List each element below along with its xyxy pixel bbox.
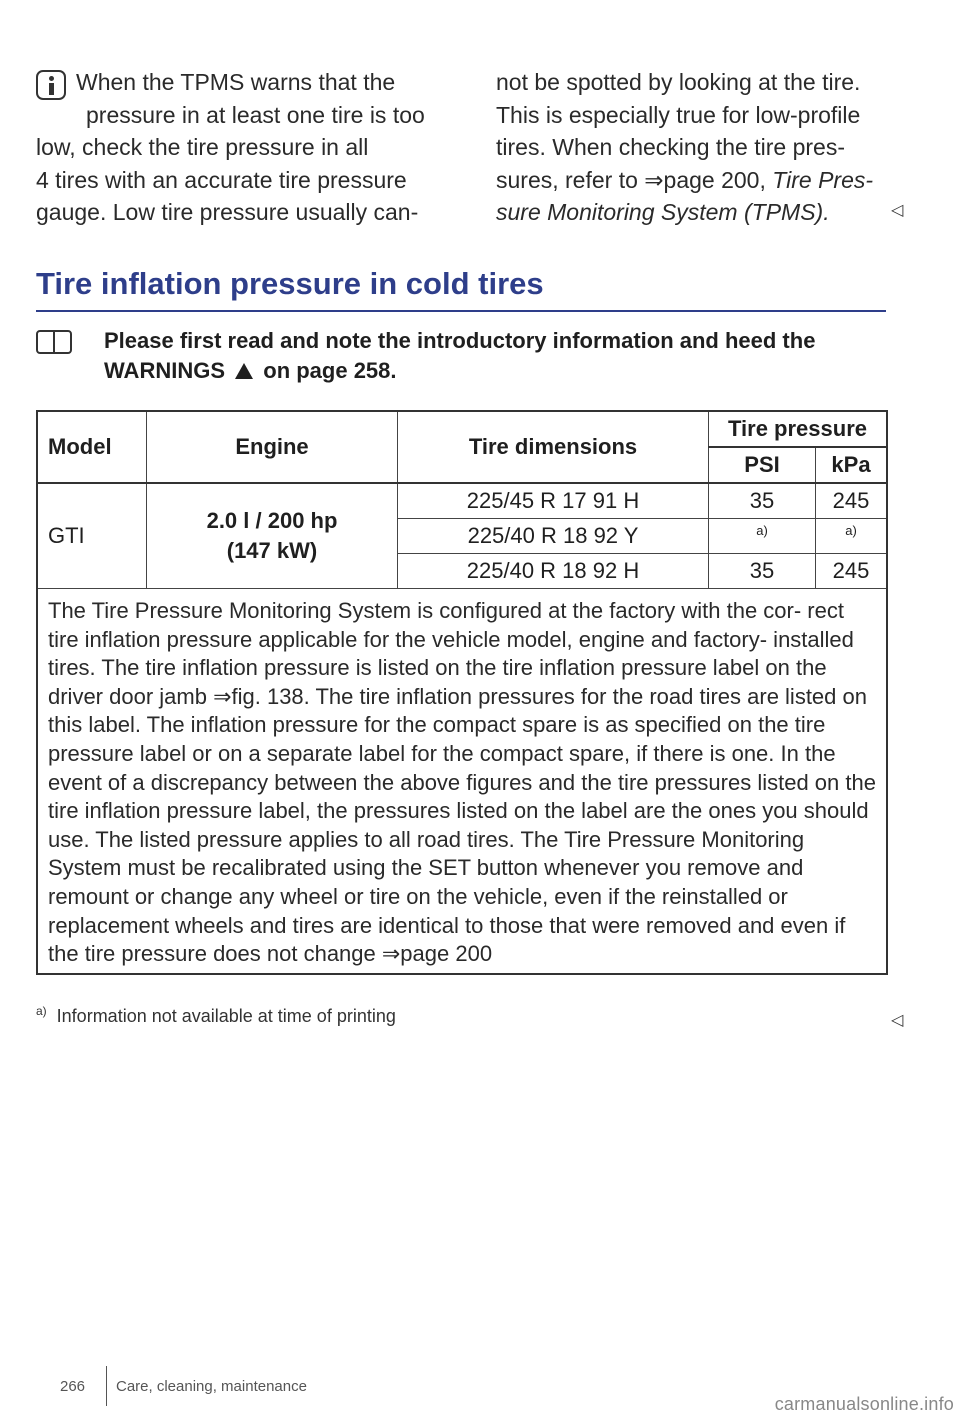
tire-pressure-table [36,410,888,975]
note-line: When the TPMS warns that the [76,69,396,95]
section-title: Tire inflation pressure in cold tires [36,266,886,312]
psi-cell [709,519,816,554]
footnote [36,1004,396,1027]
watermark: carmanualsonline.info [774,1394,954,1414]
footer-divider [106,1366,107,1406]
footnote-text: Information not available at time of printing [56,1006,396,1026]
table-row [37,589,887,974]
tpms-paragraph: The Tire Pressure Monitoring System is configured at the factory with the cor- rect tire inflation pressure applicable for the vehicle model, engine and factory- installed tires. The tire inflation pressure is listed on the tire inflation pressure label on the driver door jamb ⇒fig. 138. The tire inflation pressures for the road tires are listed on this label. The inflation pressure for the compact spare is as specified on the tire pressure label or on a separate label for the compact spare, if there is one. In the event of a discrepancy between the above figures and the tire pressures listed on the tire inflation pressure label, the pressures listed on the label are the ones you should use. The listed pressure applies to all road tires. The Tire Pressure Monitoring System must be recalibrated using the SET button whenever you remove and remount or change any wheel or tire on the vehicle, even if the reinstalled or replacement wheels and tires are identical to those that were removed and even if the tire pressure does not change ⇒page 200 [37,589,887,974]
footer-section-title: Care, cleaning, maintenance [116,1378,307,1395]
footnote-marker: a) [756,522,768,538]
page-reference[interactable]: on page 258. [263,358,397,383]
header-engine: Engine [147,411,398,483]
engine-cell [147,483,398,589]
read-first-text [36,326,896,386]
dimension-cell: 225/40 R 18 92 H [398,554,709,589]
table-row [37,483,887,519]
dimension-cell: 225/40 R 18 92 Y [398,519,709,554]
note-right-column [496,66,896,229]
note-line: low, check the tire pressure in all [36,134,369,160]
model-cell: GTI [37,483,147,589]
header-psi: PSI [709,447,816,483]
page-number: 266 [60,1378,86,1395]
tpms-reference: Tire Pres- [772,166,874,193]
header-tire-dimensions: Tire dimensions [398,411,709,483]
note-line: sure Monitoring System (TPMS). [496,199,830,225]
warning-triangle-icon [235,363,253,379]
note-line: not be spotted by looking at the tire. [496,69,861,95]
read-first-line: Please first read and note the introductory information and heed the [104,328,816,353]
engine-power-kw: (147 kW) [226,538,318,563]
tpms-info-note [36,66,896,229]
psi-cell: 35 [709,554,816,589]
book-icon [36,330,72,354]
footnote-marker: a) [36,1004,47,1018]
footnote-marker: a) [845,522,857,538]
dimension-cell: 225/45 R 17 91 H [398,483,709,519]
warnings-label: WARNINGS [104,358,225,383]
psi-cell: 35 [709,483,816,519]
header-tire-pressure: Tire pressure [709,411,888,447]
header-kpa: kPa [816,447,888,483]
engine-spec: 2.0 l / 200 hp [206,508,338,533]
note-line: 4 tires with an accurate tire pressure [36,166,407,193]
header-model: Model [37,411,147,483]
end-of-section-icon: ◁ [891,1012,904,1029]
end-of-section-icon: ◁ [891,202,904,219]
note-left-column [36,66,436,229]
page-link[interactable]: sures, refer to ⇒page 200, [496,166,766,193]
kpa-cell: 245 [816,554,888,589]
note-line [496,164,896,197]
note-line: tires. When checking the tire pres- [496,134,845,160]
kpa-cell: 245 [816,483,888,519]
note-line: gauge. Low tire pressure usually can- [36,199,419,225]
kpa-cell [816,519,888,554]
note-line: pressure in at least one tire is too [86,101,425,128]
read-first-note [36,326,896,386]
info-icon [36,70,66,100]
note-line: This is especially true for low-profile [496,101,861,128]
